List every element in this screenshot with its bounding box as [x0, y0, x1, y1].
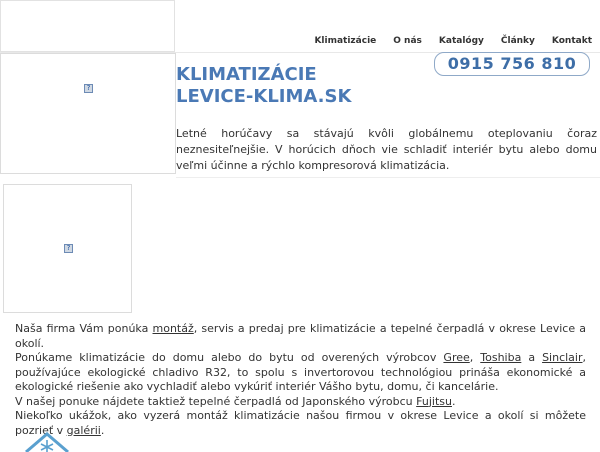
paragraph-gallery: Niekoľko ukážok, ako vyzerá montáž klimatizácie našou firmou v okrese Levice a okolí si môžete pozrieť v galérii. — [15, 409, 586, 437]
section-divider — [176, 177, 600, 178]
paragraph-products: Ponúkame klimatizácie do domu alebo do bytu od overených výrobcov Gree, Toshiba a Sinclair, používajúce ekologické chladivo R32, to spolu s invertorovou technológiou prináša ekonomické a ekologické riešenie ako vychladiť alebo vykúriť interiér Vášho bytu, domu, či kancelárie. — [15, 351, 586, 393]
company-description — [15, 322, 586, 438]
link-galerii[interactable]: galérii — [66, 423, 101, 437]
broken-image-icon: ? — [84, 84, 93, 93]
intro-paragraph: Letné horúčavy sa stávajú kvôli globálnemu oteplovaniu čoraz neznesiteľnejšie. V horúcich dňoch vie schladiť interiér bytu alebo domu veľmi účinne a rýchlo kompresorová klimatizácia. — [176, 127, 597, 172]
nav-item-kontakt[interactable]: Kontakt — [551, 36, 592, 46]
hero-image-placeholder — [0, 53, 176, 174]
link-sinclair[interactable]: Sinclair — [542, 351, 583, 364]
snowflake-house-logo-icon — [22, 432, 72, 452]
product-image-placeholder — [3, 184, 132, 313]
nav-item-o-nas[interactable]: O nás — [393, 36, 422, 46]
main-nav — [297, 36, 592, 46]
nav-item-klimatizacie[interactable]: Klimatizácie — [314, 36, 377, 46]
broken-image-icon: ? — [64, 244, 73, 253]
nav-item-katalogy[interactable]: Katalógy — [438, 36, 484, 46]
link-fujitsu[interactable]: Fujitsu — [416, 394, 452, 408]
link-toshiba[interactable]: Toshiba — [480, 351, 522, 364]
site-logo-placeholder[interactable] — [0, 0, 175, 52]
paragraph-heat-pumps: V našej ponuke nájdete taktiež tepelné čerpadlá od Japonského výrobcu Fujitsu. — [15, 394, 456, 408]
nav-item-clanky[interactable]: Články — [500, 36, 535, 46]
paragraph-services: Naša firma Vám ponúka montáž, servis a predaj pre klimatizácie a tepelné čerpadlá v okrese Levice a okolí. — [15, 322, 586, 350]
phone-number[interactable]: 0915 756 810 — [434, 52, 590, 76]
link-montaz[interactable]: montáž — [152, 322, 194, 335]
link-gree[interactable]: Gree — [443, 351, 470, 364]
page-title: KLIMATIZÁCIE LEVICE-KLIMA.SK — [176, 64, 352, 107]
